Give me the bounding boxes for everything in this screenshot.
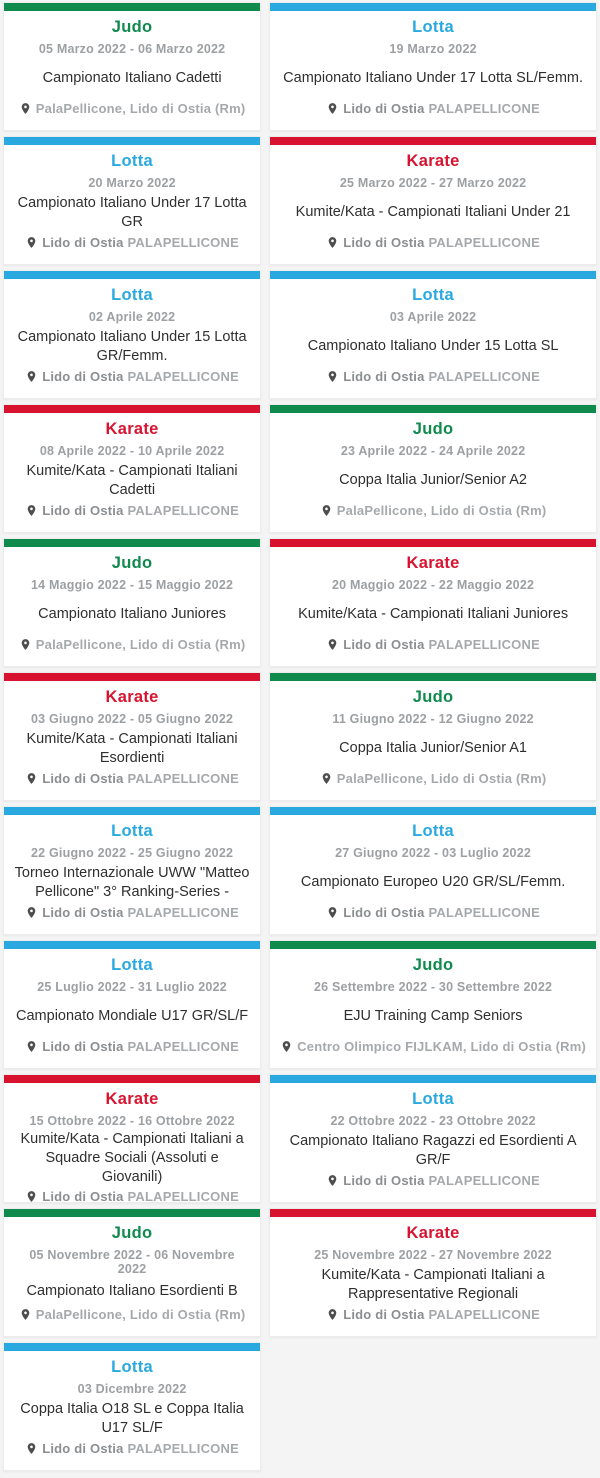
event-card[interactable] — [269, 2, 597, 131]
event-card[interactable] — [3, 136, 261, 265]
event-date: 22 Giugno 2022 - 25 Giugno 2022 — [31, 846, 234, 860]
event-card-body — [4, 681, 260, 800]
event-location — [25, 1039, 239, 1054]
event-title: Kumite/Kata - Campionati Italiani Cadetti — [26, 462, 238, 498]
event-location — [326, 235, 540, 250]
sport-color-bar — [4, 1075, 260, 1083]
map-pin-icon — [25, 906, 38, 919]
event-card-body — [270, 413, 596, 532]
sport-color-bar — [4, 941, 260, 949]
event-title-wrap — [296, 190, 571, 235]
event-title: Coppa Italia Junior/Senior A1 — [339, 740, 527, 757]
event-location — [25, 369, 239, 384]
event-card[interactable] — [269, 538, 597, 667]
event-card-body — [270, 1083, 596, 1202]
event-title: Campionato Mondiale U17 GR/SL/F — [16, 1008, 249, 1025]
event-date: 19 Marzo 2022 — [389, 42, 477, 56]
sport-color-bar — [4, 3, 260, 11]
event-location-venue: PALAPELLICONE — [428, 905, 540, 920]
event-sport-label: Karate — [105, 420, 159, 438]
event-sport-label: Lotta — [412, 1090, 454, 1108]
event-card-body — [4, 279, 260, 398]
event-title: Kumite/Kata - Campionati Italiani a Rappresentative Regionali — [321, 1266, 545, 1302]
event-location — [25, 771, 239, 786]
event-title: Torneo Internazionale UWW "Matteo Pellicone" 3° Ranking-Series - — [14, 864, 250, 900]
map-pin-icon — [25, 1040, 38, 1053]
event-date: 02 Aprile 2022 — [88, 310, 176, 324]
event-card[interactable] — [3, 538, 261, 667]
event-card[interactable] — [269, 940, 597, 1069]
event-location-venue: PalaPellicone, Lido di Ostia (Rm) — [35, 101, 246, 116]
event-card-body — [270, 1217, 596, 1336]
event-location-venue: PALAPELLICONE — [127, 905, 239, 920]
event-sport-label: Judo — [412, 420, 454, 438]
map-pin-icon — [326, 1174, 339, 1187]
event-date: 25 Novembre 2022 - 27 Novembre 2022 — [314, 1248, 552, 1262]
map-pin-icon — [320, 772, 333, 785]
event-title-wrap — [339, 726, 527, 771]
event-location-venue: PALAPELLICONE — [127, 771, 239, 786]
event-location-venue: PALAPELLICONE — [127, 503, 239, 518]
event-sport-label: Lotta — [412, 286, 454, 304]
event-location — [326, 637, 540, 652]
event-title: Campionato Italiano Esordienti B — [26, 1283, 238, 1300]
map-pin-icon — [25, 1190, 38, 1203]
event-title-wrap — [14, 458, 250, 503]
event-location — [326, 101, 540, 116]
event-location-city: Lido di Ostia — [42, 771, 124, 786]
event-column-left — [3, 2, 261, 1471]
event-card-body — [4, 413, 260, 532]
event-title-wrap — [14, 1128, 250, 1189]
event-location-city: Lido di Ostia — [343, 1173, 425, 1188]
event-location-city: Lido di Ostia — [343, 235, 425, 250]
event-sport-label: Lotta — [111, 286, 153, 304]
event-card[interactable] — [3, 940, 261, 1069]
event-location — [326, 369, 540, 384]
event-title-wrap — [344, 994, 523, 1039]
event-card[interactable] — [269, 136, 597, 265]
event-location — [280, 1039, 586, 1054]
event-date: 03 Giugno 2022 - 05 Giugno 2022 — [31, 712, 234, 726]
event-location-city: Lido di Ostia — [343, 905, 425, 920]
event-card[interactable] — [3, 1074, 261, 1203]
event-sport-label: Judo — [111, 1224, 153, 1242]
event-location-city: Lido di Ostia — [42, 235, 124, 250]
event-location-city: Lido di Ostia — [42, 503, 124, 518]
event-card[interactable] — [269, 672, 597, 801]
event-card[interactable] — [3, 270, 261, 399]
event-card-body — [4, 145, 260, 264]
event-location-city: Lido di Ostia — [42, 905, 124, 920]
sport-color-bar — [4, 1209, 260, 1217]
event-title: Campionato Italiano Cadetti — [42, 70, 222, 87]
event-title-wrap — [298, 592, 568, 637]
event-sport-label: Lotta — [412, 18, 454, 36]
event-date: 20 Maggio 2022 - 22 Maggio 2022 — [332, 578, 535, 592]
event-sport-label: Karate — [105, 1090, 159, 1108]
event-date: 11 Giugno 2022 - 12 Giugno 2022 — [332, 712, 534, 726]
map-pin-icon — [25, 772, 38, 785]
event-location — [326, 1173, 540, 1188]
event-date: 03 Aprile 2022 — [389, 310, 477, 324]
event-title: EJU Training Camp Seniors — [343, 1008, 523, 1025]
sport-color-bar — [4, 137, 260, 145]
event-card-body — [270, 949, 596, 1068]
event-card-body — [270, 815, 596, 934]
event-location-city: Lido di Ostia — [343, 101, 425, 116]
event-sport-label: Karate — [406, 1224, 460, 1242]
event-card-body — [270, 681, 596, 800]
sport-color-bar — [270, 673, 596, 681]
sport-color-bar — [4, 539, 260, 547]
map-pin-icon — [326, 102, 339, 115]
event-date: 05 Marzo 2022 - 06 Marzo 2022 — [38, 42, 226, 56]
event-card[interactable] — [3, 1208, 261, 1337]
sport-color-bar — [270, 405, 596, 413]
event-sport-label: Lotta — [111, 822, 153, 840]
event-location-city: Lido di Ostia — [343, 637, 425, 652]
sport-color-bar — [270, 137, 596, 145]
event-location — [25, 503, 239, 518]
event-card[interactable] — [3, 672, 261, 801]
event-location-venue: PALAPELLICONE — [127, 369, 239, 384]
sport-color-bar — [270, 807, 596, 815]
event-date: 15 Ottobre 2022 - 16 Ottobre 2022 — [29, 1114, 235, 1128]
event-card[interactable] — [3, 2, 261, 131]
map-pin-icon — [19, 102, 32, 115]
event-location-venue: PALAPELLICONE — [428, 235, 540, 250]
event-card[interactable] — [269, 404, 597, 533]
event-location — [320, 771, 547, 786]
event-location — [25, 1441, 239, 1456]
event-date: 22 Ottobre 2022 - 23 Ottobre 2022 — [330, 1114, 536, 1128]
sport-color-bar — [270, 941, 596, 949]
event-date: 25 Marzo 2022 - 27 Marzo 2022 — [339, 176, 527, 190]
event-title: Kumite/Kata - Campionati Italiani Juniores — [298, 606, 569, 623]
event-sport-label: Judo — [111, 554, 153, 572]
sport-color-bar — [270, 271, 596, 279]
event-location-city: Lido di Ostia — [343, 1307, 425, 1322]
event-location-city: Lido di Ostia — [343, 369, 425, 384]
event-card-body — [4, 1351, 260, 1470]
event-card-body — [270, 547, 596, 666]
event-location — [19, 101, 246, 116]
event-sport-label: Karate — [406, 554, 460, 572]
event-card-body — [4, 11, 260, 130]
event-location-city: Lido di Ostia — [42, 369, 124, 384]
event-card-body — [4, 949, 260, 1068]
map-pin-icon — [25, 370, 38, 383]
event-card-body — [4, 1217, 260, 1336]
map-pin-icon — [326, 906, 339, 919]
event-title-wrap — [14, 860, 250, 905]
event-title: Kumite/Kata - Campionati Italiani a Squadre Sociali (Assoluti e Giovanili) — [20, 1131, 244, 1185]
event-title-wrap — [26, 1276, 237, 1307]
event-location-venue: PALAPELLICONE — [127, 1188, 239, 1203]
event-card[interactable] — [269, 806, 597, 935]
event-sport-label: Lotta — [412, 822, 454, 840]
event-title-wrap — [339, 458, 527, 503]
event-location-venue: PALAPELLICONE — [428, 1307, 540, 1322]
event-card[interactable] — [3, 806, 261, 935]
event-date: 03 Dicembre 2022 — [77, 1382, 187, 1396]
event-card-body — [270, 11, 596, 130]
event-card-body — [270, 279, 596, 398]
event-date: 23 Aprile 2022 - 24 Aprile 2022 — [340, 444, 526, 458]
event-location — [19, 637, 246, 652]
event-location — [25, 1189, 239, 1203]
map-pin-icon — [25, 504, 38, 517]
event-title-wrap — [301, 860, 565, 905]
event-date: 08 Aprile 2022 - 10 Aprile 2022 — [39, 444, 225, 458]
sport-color-bar — [4, 1343, 260, 1351]
event-location-venue: PalaPellicone, Lido di Ostia (Rm) — [336, 503, 547, 518]
event-title-wrap — [283, 56, 583, 101]
event-title: Campionato Italiano Juniores — [38, 606, 226, 623]
event-sport-label: Lotta — [111, 152, 153, 170]
map-pin-icon — [19, 1308, 32, 1321]
event-calendar-grid — [3, 2, 597, 1471]
event-location-venue: PalaPellicone, Lido di Ostia (Rm) — [35, 1307, 246, 1322]
event-sport-label: Judo — [412, 956, 454, 974]
event-card[interactable] — [3, 404, 261, 533]
event-location-venue: PALAPELLICONE — [428, 101, 540, 116]
event-sport-label: Lotta — [111, 956, 153, 974]
event-card-body — [4, 815, 260, 934]
sport-color-bar — [270, 539, 596, 547]
event-title-wrap — [43, 56, 222, 101]
event-title: Campionato Europeo U20 GR/SL/Femm. — [300, 874, 566, 891]
map-pin-icon — [25, 236, 38, 249]
event-card-body — [4, 1083, 260, 1203]
event-sport-label: Karate — [406, 152, 460, 170]
event-title-wrap — [14, 190, 250, 235]
event-card[interactable] — [269, 270, 597, 399]
event-location-venue: PALAPELLICONE — [428, 637, 540, 652]
map-pin-icon — [280, 1040, 293, 1053]
map-pin-icon — [19, 638, 32, 651]
event-title-wrap — [14, 324, 250, 369]
event-column-right — [269, 2, 597, 1337]
event-location — [320, 503, 547, 518]
event-title: Kumite/Kata - Campionati Italiani Esordienti — [26, 730, 238, 766]
event-title: Coppa Italia O18 SL e Coppa Italia U17 SL/F — [20, 1400, 244, 1436]
map-pin-icon — [326, 638, 339, 651]
sport-color-bar — [270, 3, 596, 11]
event-title-wrap — [280, 1128, 586, 1173]
event-location — [326, 1307, 540, 1322]
event-sport-label: Judo — [111, 18, 153, 36]
event-title-wrap — [280, 1262, 586, 1307]
map-pin-icon — [326, 370, 339, 383]
event-title-wrap — [38, 592, 226, 637]
event-title-wrap — [16, 994, 248, 1039]
sport-color-bar — [4, 271, 260, 279]
event-date: 20 Marzo 2022 — [88, 176, 176, 190]
map-pin-icon — [25, 1442, 38, 1455]
event-title-wrap — [14, 726, 250, 771]
event-location — [326, 905, 540, 920]
event-location-venue: PALAPELLICONE — [428, 369, 540, 384]
event-title: Campionato Italiano Under 17 Lotta GR — [17, 194, 247, 230]
map-pin-icon — [326, 236, 339, 249]
event-card-body — [4, 547, 260, 666]
event-date: 27 Giugno 2022 - 03 Luglio 2022 — [335, 846, 532, 860]
event-location-venue: PALAPELLICONE — [428, 1173, 540, 1188]
event-location-venue: PALAPELLICONE — [127, 1441, 239, 1456]
event-title: Campionato Italiano Under 15 Lotta SL — [307, 338, 559, 355]
event-date: 14 Maggio 2022 - 15 Maggio 2022 — [31, 578, 234, 592]
event-location-venue: PALAPELLICONE — [127, 1039, 239, 1054]
event-title: Campionato Italiano Ragazzi ed Esordienti A GR/F — [289, 1132, 577, 1168]
event-title: Campionato Italiano Under 17 Lotta SL/Femm. — [283, 70, 583, 87]
event-location-city: Lido di Ostia — [42, 1039, 124, 1054]
event-sport-label: Karate — [105, 688, 159, 706]
event-location-venue: PalaPellicone, Lido di Ostia (Rm) — [336, 771, 547, 786]
sport-color-bar — [4, 405, 260, 413]
event-date: 05 Novembre 2022 - 06 Novembre 2022 — [29, 1248, 235, 1276]
event-location — [25, 235, 239, 250]
map-pin-icon — [326, 1308, 339, 1321]
event-date: 25 Luglio 2022 - 31 Luglio 2022 — [37, 980, 227, 994]
event-card[interactable] — [269, 1208, 597, 1337]
event-title: Coppa Italia Junior/Senior A2 — [339, 472, 527, 489]
event-card-body — [270, 145, 596, 264]
event-location-city: Lido di Ostia — [42, 1188, 124, 1203]
event-date: 26 Settembre 2022 - 30 Settembre 2022 — [314, 980, 553, 994]
event-title-wrap — [308, 324, 559, 369]
event-location — [25, 905, 239, 920]
event-location-venue: PalaPellicone, Lido di Ostia (Rm) — [35, 637, 246, 652]
event-title: Campionato Italiano Under 15 Lotta GR/Femm. — [17, 328, 247, 364]
event-location-city: Lido di Ostia — [42, 1441, 124, 1456]
sport-color-bar — [4, 673, 260, 681]
event-location — [19, 1307, 246, 1322]
sport-color-bar — [270, 1209, 596, 1217]
map-pin-icon — [320, 504, 333, 517]
event-card[interactable] — [269, 1074, 597, 1203]
event-sport-label: Judo — [412, 688, 454, 706]
event-location-venue: PALAPELLICONE — [127, 235, 239, 250]
event-title-wrap — [14, 1396, 250, 1441]
sport-color-bar — [4, 807, 260, 815]
event-card[interactable] — [3, 1342, 261, 1471]
sport-color-bar — [270, 1075, 596, 1083]
event-sport-label: Lotta — [111, 1358, 153, 1376]
event-location-venue: Centro Olimpico FIJLKAM, Lido di Ostia (Rm) — [297, 1039, 586, 1054]
event-title: Kumite/Kata - Campionati Italiani Under 21 — [295, 204, 571, 221]
